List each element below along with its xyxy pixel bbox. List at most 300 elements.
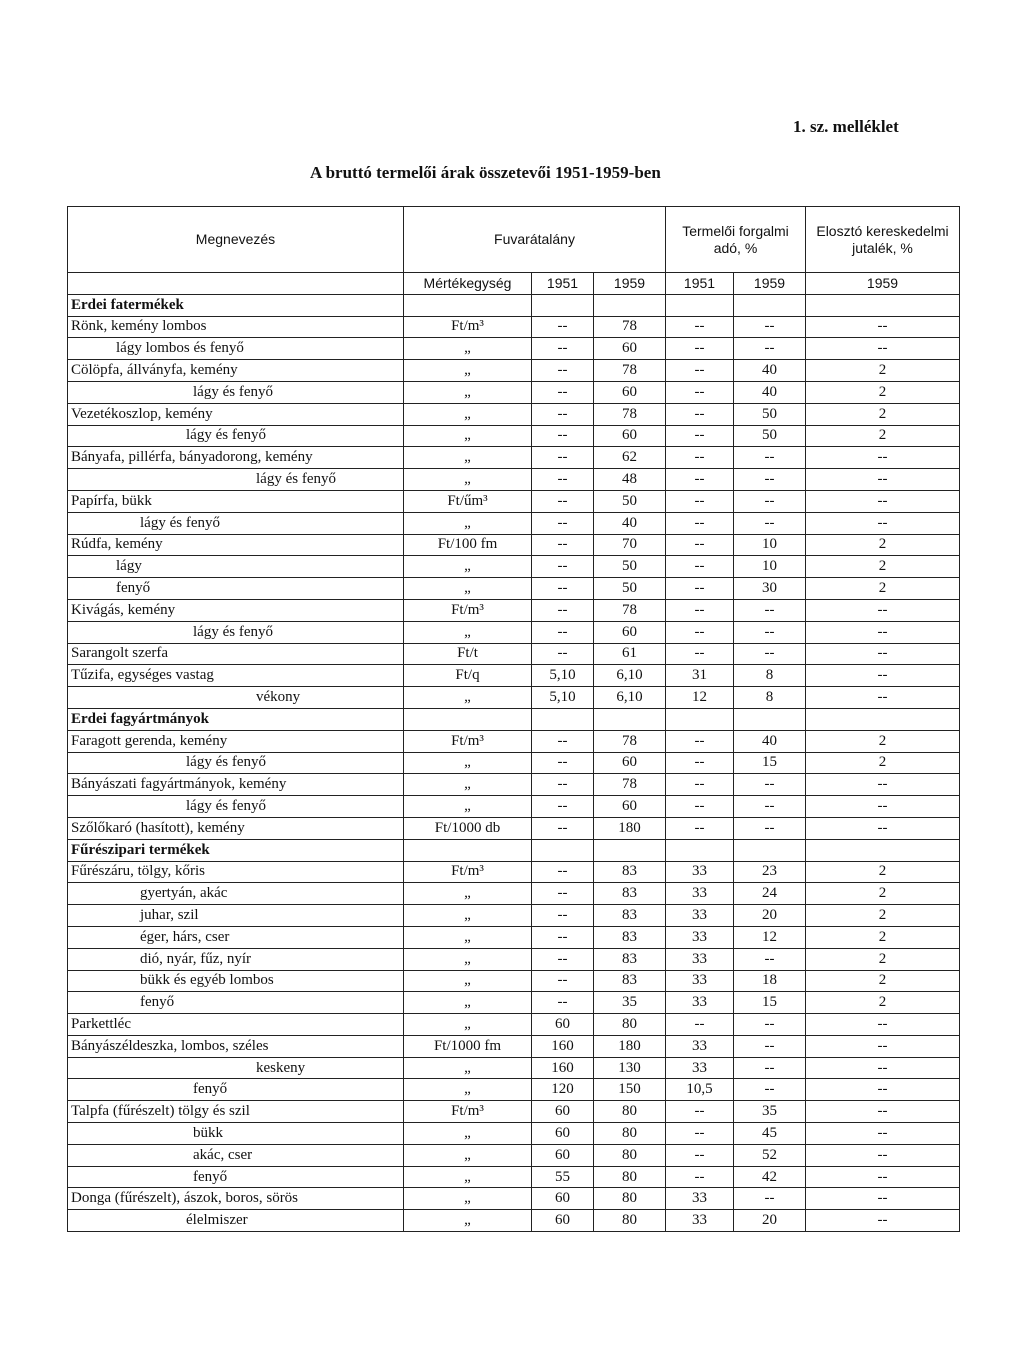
table-row — [68, 817, 960, 839]
cell-unit: Ft/m³ — [404, 316, 532, 338]
cell-freight-1959: 50 — [594, 556, 666, 578]
cell-freight-1951: -- — [532, 883, 594, 905]
cell-tax-1951: -- — [666, 817, 734, 839]
table-row — [68, 490, 960, 512]
cell-unit: „ — [404, 752, 532, 774]
cell-margin-1959: -- — [806, 643, 960, 665]
cell-tax-1959: 45 — [734, 1123, 806, 1145]
cell-tax-1951: -- — [666, 578, 734, 600]
cell-freight-1951: -- — [532, 621, 594, 643]
cell-margin-1959: -- — [806, 621, 960, 643]
cell-freight-1951: 5,10 — [532, 687, 594, 709]
table-row — [68, 905, 960, 927]
cell-unit: Ft/t — [404, 643, 532, 665]
section-title: Fűrészipari termékek — [68, 839, 404, 861]
cell-product-name: Rúdfa, kemény — [68, 534, 404, 556]
empty-cell — [666, 708, 734, 730]
header-freight-1959: 1959 — [594, 273, 666, 295]
cell-freight-1959: 83 — [594, 861, 666, 883]
cell-product-name: akác, cser — [68, 1144, 404, 1166]
cell-product-name: fenyő — [68, 578, 404, 600]
table-row — [68, 774, 960, 796]
cell-product-name: lágy és fenyő — [68, 469, 404, 491]
cell-freight-1951: -- — [532, 643, 594, 665]
cell-freight-1951: 160 — [532, 1057, 594, 1079]
cell-unit: „ — [404, 447, 532, 469]
cell-freight-1951: -- — [532, 948, 594, 970]
cell-freight-1959: 180 — [594, 817, 666, 839]
table-row — [68, 360, 960, 382]
cell-tax-1959: 20 — [734, 905, 806, 927]
cell-margin-1959: 2 — [806, 752, 960, 774]
cell-freight-1959: 80 — [594, 1188, 666, 1210]
cell-product-name: éger, hárs, cser — [68, 926, 404, 948]
cell-unit: Ft/100 fm — [404, 534, 532, 556]
cell-margin-1959: 2 — [806, 970, 960, 992]
cell-product-name: Szőlőkaró (hasított), kemény — [68, 817, 404, 839]
cell-freight-1959: 80 — [594, 1123, 666, 1145]
cell-freight-1959: 48 — [594, 469, 666, 491]
cell-freight-1959: 6,10 — [594, 665, 666, 687]
cell-tax-1959: 10 — [734, 534, 806, 556]
section-header-row — [68, 708, 960, 730]
cell-freight-1959: 60 — [594, 338, 666, 360]
cell-product-name: fenyő — [68, 992, 404, 1014]
cell-tax-1951: -- — [666, 469, 734, 491]
cell-freight-1959: 78 — [594, 316, 666, 338]
cell-unit: „ — [404, 1166, 532, 1188]
table-row — [68, 578, 960, 600]
empty-cell — [404, 839, 532, 861]
cell-freight-1951: -- — [532, 490, 594, 512]
cell-margin-1959: -- — [806, 1123, 960, 1145]
table-row — [68, 403, 960, 425]
header-blank — [68, 273, 404, 295]
cell-freight-1959: 78 — [594, 730, 666, 752]
cell-freight-1959: 60 — [594, 752, 666, 774]
cell-margin-1959: 2 — [806, 360, 960, 382]
header-unit: Mértékegység — [404, 273, 532, 295]
cell-tax-1951: -- — [666, 360, 734, 382]
cell-tax-1959: -- — [734, 490, 806, 512]
table-row — [68, 861, 960, 883]
cell-freight-1951: -- — [532, 730, 594, 752]
cell-product-name: fenyő — [68, 1079, 404, 1101]
cell-unit: „ — [404, 970, 532, 992]
cell-product-name: lágy — [68, 556, 404, 578]
cell-freight-1959: 80 — [594, 1101, 666, 1123]
table-row — [68, 1123, 960, 1145]
cell-product-name: bükk — [68, 1123, 404, 1145]
cell-freight-1951: -- — [532, 425, 594, 447]
cell-freight-1959: 83 — [594, 905, 666, 927]
cell-product-name: Kivágás, kemény — [68, 599, 404, 621]
cell-margin-1959: -- — [806, 512, 960, 534]
cell-product-name: Fűrészáru, tölgy, kőris — [68, 861, 404, 883]
cell-freight-1951: 60 — [532, 1144, 594, 1166]
table-row — [68, 469, 960, 491]
cell-margin-1959: -- — [806, 316, 960, 338]
cell-unit: „ — [404, 578, 532, 600]
empty-cell — [734, 294, 806, 316]
cell-tax-1951: -- — [666, 338, 734, 360]
empty-cell — [404, 708, 532, 730]
cell-freight-1959: 35 — [594, 992, 666, 1014]
cell-freight-1959: 83 — [594, 883, 666, 905]
table-row — [68, 730, 960, 752]
cell-margin-1959: -- — [806, 490, 960, 512]
cell-freight-1951: -- — [532, 599, 594, 621]
cell-tax-1951: -- — [666, 556, 734, 578]
table-row — [68, 883, 960, 905]
cell-freight-1951: -- — [532, 578, 594, 600]
cell-unit: Ft/1000 db — [404, 817, 532, 839]
cell-unit: „ — [404, 360, 532, 382]
cell-margin-1959: -- — [806, 1035, 960, 1057]
table-body — [68, 294, 960, 1231]
cell-tax-1959: -- — [734, 599, 806, 621]
cell-tax-1951: 33 — [666, 992, 734, 1014]
cell-unit: „ — [404, 992, 532, 1014]
table-row — [68, 425, 960, 447]
cell-product-name: Sarangolt szerfa — [68, 643, 404, 665]
cell-tax-1959: 50 — [734, 403, 806, 425]
cell-tax-1959: -- — [734, 1057, 806, 1079]
cell-margin-1959: -- — [806, 665, 960, 687]
table-row — [68, 1014, 960, 1036]
cell-tax-1951: 33 — [666, 861, 734, 883]
cell-tax-1959: 12 — [734, 926, 806, 948]
cell-product-name: fenyő — [68, 1166, 404, 1188]
cell-product-name: lágy lombos és fenyő — [68, 338, 404, 360]
cell-margin-1959: -- — [806, 817, 960, 839]
cell-margin-1959: 2 — [806, 926, 960, 948]
cell-freight-1959: 78 — [594, 774, 666, 796]
empty-cell — [806, 708, 960, 730]
cell-freight-1959: 70 — [594, 534, 666, 556]
cell-unit: „ — [404, 926, 532, 948]
cell-unit: Ft/m³ — [404, 599, 532, 621]
cell-unit: „ — [404, 883, 532, 905]
cell-tax-1951: -- — [666, 599, 734, 621]
table-row — [68, 534, 960, 556]
table-row — [68, 316, 960, 338]
cell-tax-1959: -- — [734, 447, 806, 469]
cell-margin-1959: 2 — [806, 992, 960, 1014]
cell-margin-1959: -- — [806, 774, 960, 796]
cell-margin-1959: 2 — [806, 556, 960, 578]
annex-label: 1. sz. melléklet — [793, 117, 899, 136]
cell-freight-1959: 83 — [594, 948, 666, 970]
cell-tax-1951: -- — [666, 1166, 734, 1188]
table-row — [68, 1101, 960, 1123]
cell-tax-1951: -- — [666, 490, 734, 512]
cell-freight-1959: 83 — [594, 926, 666, 948]
cell-unit: Ft/q — [404, 665, 532, 687]
cell-product-name: Tűzifa, egységes vastag — [68, 665, 404, 687]
cell-margin-1959: 2 — [806, 861, 960, 883]
table-row — [68, 381, 960, 403]
cell-tax-1951: 33 — [666, 970, 734, 992]
cell-freight-1959: 50 — [594, 490, 666, 512]
cell-product-name: Bányászéldeszka, lombos, széles — [68, 1035, 404, 1057]
table-row — [68, 926, 960, 948]
cell-tax-1951: -- — [666, 1123, 734, 1145]
cell-freight-1959: 61 — [594, 643, 666, 665]
cell-tax-1959: 23 — [734, 861, 806, 883]
cell-freight-1951: -- — [532, 381, 594, 403]
cell-freight-1951: -- — [532, 992, 594, 1014]
cell-product-name: Faragott gerenda, kemény — [68, 730, 404, 752]
cell-tax-1959: -- — [734, 316, 806, 338]
cell-tax-1959: 15 — [734, 752, 806, 774]
page-title: A bruttó termelői árak összetevői 1951-1959-ben — [310, 163, 661, 182]
header-freight-1951: 1951 — [532, 273, 594, 295]
table-row — [68, 1188, 960, 1210]
table-row — [68, 621, 960, 643]
cell-freight-1951: -- — [532, 752, 594, 774]
cell-tax-1959: 50 — [734, 425, 806, 447]
cell-product-name: Parkettléc — [68, 1014, 404, 1036]
cell-freight-1951: -- — [532, 316, 594, 338]
cell-freight-1951: -- — [532, 817, 594, 839]
cell-freight-1959: 60 — [594, 425, 666, 447]
cell-product-name: Vezetékoszlop, kemény — [68, 403, 404, 425]
section-header-row — [68, 839, 960, 861]
cell-tax-1951: -- — [666, 425, 734, 447]
empty-cell — [806, 294, 960, 316]
cell-unit: „ — [404, 1144, 532, 1166]
cell-freight-1959: 150 — [594, 1079, 666, 1101]
empty-cell — [532, 708, 594, 730]
cell-product-name: Bányafa, pillérfa, bányadorong, kemény — [68, 447, 404, 469]
cell-unit: „ — [404, 381, 532, 403]
cell-tax-1951: -- — [666, 1101, 734, 1123]
cell-freight-1959: 78 — [594, 599, 666, 621]
table-row — [68, 687, 960, 709]
cell-product-name: lágy és fenyő — [68, 425, 404, 447]
header-margin: Elosztó kereskedelmi jutalék, % — [806, 207, 960, 273]
cell-tax-1951: -- — [666, 1144, 734, 1166]
empty-cell — [806, 839, 960, 861]
empty-cell — [594, 839, 666, 861]
empty-cell — [666, 839, 734, 861]
cell-tax-1951: -- — [666, 381, 734, 403]
cell-unit: „ — [404, 1123, 532, 1145]
cell-freight-1951: 60 — [532, 1210, 594, 1232]
cell-margin-1959: -- — [806, 599, 960, 621]
cell-unit: „ — [404, 556, 532, 578]
cell-unit: „ — [404, 1188, 532, 1210]
cell-product-name: Donga (fűrészelt), ászok, boros, sörös — [68, 1188, 404, 1210]
cell-freight-1951: -- — [532, 861, 594, 883]
cell-tax-1959: -- — [734, 512, 806, 534]
cell-freight-1951: 5,10 — [532, 665, 594, 687]
cell-product-name: dió, nyár, fűz, nyír — [68, 948, 404, 970]
cell-product-name: lágy és fenyő — [68, 512, 404, 534]
cell-freight-1951: -- — [532, 447, 594, 469]
cell-freight-1959: 83 — [594, 970, 666, 992]
cell-margin-1959: -- — [806, 1014, 960, 1036]
cell-margin-1959: -- — [806, 687, 960, 709]
cell-tax-1959: -- — [734, 1079, 806, 1101]
cell-product-name: lágy és fenyő — [68, 621, 404, 643]
header-tax-1951: 1951 — [666, 273, 734, 295]
table-row — [68, 338, 960, 360]
empty-cell — [734, 839, 806, 861]
table-row — [68, 665, 960, 687]
cell-tax-1959: 40 — [734, 381, 806, 403]
cell-tax-1951: -- — [666, 730, 734, 752]
cell-freight-1959: 80 — [594, 1210, 666, 1232]
cell-unit: „ — [404, 469, 532, 491]
cell-margin-1959: 2 — [806, 381, 960, 403]
cell-freight-1951: 60 — [532, 1101, 594, 1123]
header-turnover-tax: Termelői forgalmi adó, % — [666, 207, 806, 273]
cell-freight-1951: -- — [532, 926, 594, 948]
table-row — [68, 752, 960, 774]
cell-tax-1959: -- — [734, 1188, 806, 1210]
cell-unit: „ — [404, 905, 532, 927]
cell-unit: „ — [404, 948, 532, 970]
cell-freight-1951: -- — [532, 360, 594, 382]
cell-tax-1959: 8 — [734, 687, 806, 709]
empty-cell — [734, 708, 806, 730]
cell-freight-1951: 60 — [532, 1014, 594, 1036]
cell-freight-1959: 180 — [594, 1035, 666, 1057]
cell-margin-1959: 2 — [806, 883, 960, 905]
cell-unit: „ — [404, 687, 532, 709]
cell-tax-1951: 33 — [666, 1057, 734, 1079]
cell-unit: „ — [404, 338, 532, 360]
table-row — [68, 948, 960, 970]
empty-cell — [594, 708, 666, 730]
cell-freight-1951: -- — [532, 512, 594, 534]
cell-tax-1951: -- — [666, 534, 734, 556]
cell-margin-1959: -- — [806, 1166, 960, 1188]
cell-margin-1959: 2 — [806, 403, 960, 425]
cell-tax-1951: -- — [666, 447, 734, 469]
header-margin-1959: 1959 — [806, 273, 960, 295]
empty-cell — [532, 294, 594, 316]
table-row — [68, 796, 960, 818]
cell-tax-1951: 33 — [666, 948, 734, 970]
table-row — [68, 1166, 960, 1188]
cell-tax-1959: 10 — [734, 556, 806, 578]
cell-product-name: bükk és egyéb lombos — [68, 970, 404, 992]
cell-tax-1959: -- — [734, 796, 806, 818]
cell-freight-1951: 160 — [532, 1035, 594, 1057]
cell-product-name: Rönk, kemény lombos — [68, 316, 404, 338]
header-name: Megnevezés — [68, 207, 404, 273]
cell-freight-1959: 60 — [594, 621, 666, 643]
cell-tax-1951: -- — [666, 1014, 734, 1036]
cell-margin-1959: -- — [806, 1079, 960, 1101]
cell-freight-1951: -- — [532, 534, 594, 556]
cell-unit: Ft/m³ — [404, 861, 532, 883]
cell-unit: „ — [404, 621, 532, 643]
cell-freight-1951: -- — [532, 970, 594, 992]
cell-freight-1959: 40 — [594, 512, 666, 534]
cell-product-name: keskeny — [68, 1057, 404, 1079]
cell-tax-1959: -- — [734, 643, 806, 665]
cell-tax-1951: 33 — [666, 926, 734, 948]
cell-tax-1951: 33 — [666, 1035, 734, 1057]
cell-product-name: lágy és fenyő — [68, 796, 404, 818]
cell-tax-1951: -- — [666, 512, 734, 534]
cell-tax-1959: 8 — [734, 665, 806, 687]
table-row — [68, 1144, 960, 1166]
cell-unit: Ft/m³ — [404, 1101, 532, 1123]
cell-tax-1951: -- — [666, 643, 734, 665]
cell-unit: Ft/űm³ — [404, 490, 532, 512]
cell-margin-1959: -- — [806, 1057, 960, 1079]
cell-unit: „ — [404, 774, 532, 796]
cell-tax-1951: 33 — [666, 1188, 734, 1210]
cell-freight-1951: 60 — [532, 1188, 594, 1210]
cell-product-name: Bányászati fagyártmányok, kemény — [68, 774, 404, 796]
cell-tax-1951: -- — [666, 621, 734, 643]
cell-margin-1959: -- — [806, 1101, 960, 1123]
cell-product-name: élelmiszer — [68, 1210, 404, 1232]
cell-tax-1959: 40 — [734, 360, 806, 382]
table-row — [68, 599, 960, 621]
cell-freight-1951: -- — [532, 774, 594, 796]
cell-freight-1959: 80 — [594, 1144, 666, 1166]
table-row — [68, 992, 960, 1014]
cell-unit: „ — [404, 425, 532, 447]
table-row — [68, 447, 960, 469]
cell-tax-1951: 33 — [666, 1210, 734, 1232]
section-title: Erdei fagyártmányok — [68, 708, 404, 730]
empty-cell — [404, 294, 532, 316]
cell-tax-1951: -- — [666, 774, 734, 796]
cell-freight-1959: 80 — [594, 1166, 666, 1188]
cell-tax-1959: 42 — [734, 1166, 806, 1188]
cell-freight-1951: 60 — [532, 1123, 594, 1145]
cell-unit: „ — [404, 1057, 532, 1079]
cell-product-name: lágy és fenyő — [68, 752, 404, 774]
cell-product-name: Cölöpfa, állványfa, kemény — [68, 360, 404, 382]
cell-freight-1951: -- — [532, 338, 594, 360]
table-row — [68, 1079, 960, 1101]
cell-freight-1959: 62 — [594, 447, 666, 469]
cell-margin-1959: 2 — [806, 578, 960, 600]
cell-product-name: lágy és fenyő — [68, 381, 404, 403]
cell-tax-1959: -- — [734, 469, 806, 491]
cell-tax-1959: 24 — [734, 883, 806, 905]
cell-tax-1959: -- — [734, 1035, 806, 1057]
price-table — [67, 206, 960, 1232]
cell-product-name: juhar, szil — [68, 905, 404, 927]
cell-tax-1951: 33 — [666, 883, 734, 905]
cell-freight-1951: 55 — [532, 1166, 594, 1188]
cell-unit: Ft/m³ — [404, 730, 532, 752]
empty-cell — [532, 839, 594, 861]
cell-tax-1959: 40 — [734, 730, 806, 752]
cell-freight-1951: -- — [532, 905, 594, 927]
cell-unit: „ — [404, 796, 532, 818]
table-row — [68, 512, 960, 534]
cell-freight-1959: 6,10 — [594, 687, 666, 709]
cell-margin-1959: -- — [806, 1144, 960, 1166]
cell-tax-1951: 31 — [666, 665, 734, 687]
cell-unit: „ — [404, 1210, 532, 1232]
cell-freight-1959: 80 — [594, 1014, 666, 1036]
cell-product-name: vékony — [68, 687, 404, 709]
cell-tax-1959: 15 — [734, 992, 806, 1014]
table-row — [68, 970, 960, 992]
